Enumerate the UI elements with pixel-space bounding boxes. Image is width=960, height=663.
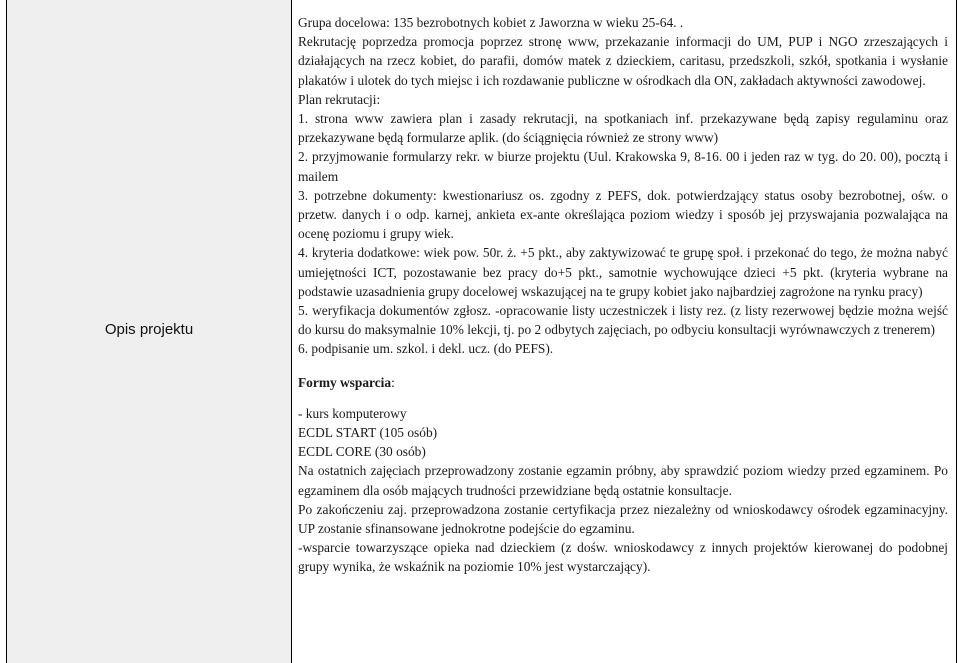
label-cell bbox=[7, 0, 292, 663]
support-forms-heading bbox=[298, 373, 948, 392]
recruitment-intro: Rekrutację poprzedza promocja poprzez stronę www, przekazanie informacji do UM, PUP i NGO zrzeszających i działających na rzecz kobiet, do parafii, domów matek z dzieckiem, caritasu, przedszkoli, szkół, spotkania i wysłanie plakatów i ulotek do tych miejsc i ich rozdawanie publiczne w ośrodkach dla ON, zakładach aktywności zawodowej. bbox=[298, 34, 948, 88]
support-item: ECDL START (105 osób) bbox=[298, 425, 438, 441]
support-item: ECDL CORE (30 osób) bbox=[298, 444, 426, 460]
plan-step-4: 4. kryteria dodatkowe: wiek pow. 50r. ż. +5 pkt., aby zaktywizować te grupę społ. i przekonać do tego, że można nabyć umiejętności ICT, pozostawanie bez pracy do+5 pkt., samotnie wychowujące dzieci +5 pkt. (kryteria wybrane na podstawie uzasadnienia grupy docelowej wskazującej na te grupy kobiet jako najbardziej zagrożone na rynku pracy) bbox=[298, 245, 948, 299]
plan-step-1: 1. strona www zawiera plan i zasady rekrutacji, na spotkaniach inf. przekazywane będą zapisy regulaminu oraz przekazywane będą formularze aplik. (do ściągnięcia również ze strony www) bbox=[298, 111, 948, 146]
spacer bbox=[298, 392, 948, 404]
recruitment-plan-heading: Plan rekrutacji: bbox=[298, 91, 381, 107]
support-item: Na ostatnich zajęciach przeprowadzony zostanie egzamin próbny, aby sprawdzić poziom wiedzy przed egzaminem. Po egzaminem dla osób mających trudności przewidziane będą ostatnie konsultacje. bbox=[298, 463, 948, 498]
plan-step-3: 3. potrzebne dokumenty: kwestionariusz os. zgodny z PEFS, dok. potwierdzający status osoby bezrobotnej, ośw. o przetw. danych i o odp. karnej, ankieta ex-ante określająca poziom wiedzy i sposób jej przyswajania pozwalająca na ocenę poziomu i grupy wiek. bbox=[298, 187, 948, 242]
plan-step-5: 5. weryfikacja dokumentów zgłosz. -opracowanie listy uczestniczek i listy rez. (z listy rezerwowej będzie można wejść do kursu do maksymalnie 10% lekcji, tj. po 2 odbytych zajęciach, po odbyciu konsultacji wyrównawczych z trenerem) bbox=[298, 303, 948, 338]
plan-step-6: 6. podpisanie um. szkol. i dekl. ucz. (do PEFS). bbox=[298, 341, 554, 357]
spacer bbox=[298, 359, 948, 373]
plan-step-2: 2. przyjmowanie formularzy rekr. w biurze projektu (Uul. Krakowska 9, 8-16. 00 i jeden raz w tyg. do 20. 00), pocztą i mailem bbox=[298, 149, 948, 184]
project-description bbox=[298, 13, 948, 577]
support-item: -wsparcie towarzyszące opieka nad dzieckiem (z dośw. wnioskodawcy z innych projektów kierowanej do podobnej grupy wynika, że wskaźnik na poziomie 10% jest wystarczający). bbox=[298, 540, 948, 575]
row-label: Opis projektu bbox=[104, 321, 194, 338]
support-forms-heading-colon: : bbox=[391, 374, 395, 390]
support-forms-heading-text: Formy wsparcia bbox=[298, 374, 392, 390]
target-group: Grupa docelowa: 135 bezrobotnych kobiet z Jaworzna w wieku 25-64. . bbox=[298, 15, 684, 30]
support-item: Po zakończeniu zaj. przeprowadzona zostanie certyfikacja przez niezależny od wnioskodawcy ośrodek egzaminacyjny. UP zostanie sfinansowane jednokrotne podejście do egzaminu. bbox=[298, 501, 948, 537]
support-item: - kurs komputerowy bbox=[298, 405, 407, 421]
